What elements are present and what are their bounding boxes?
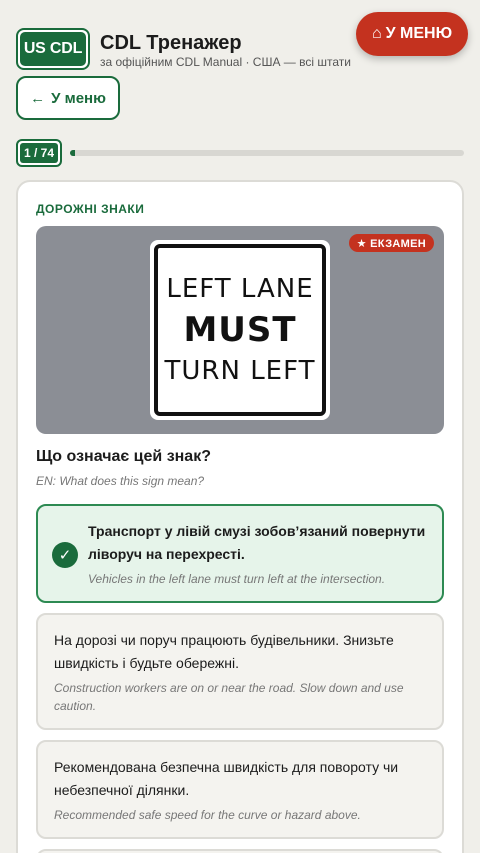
answer-text: Рекомендована безпечна швидкість для повороту чи небезпечної ділянки.: [54, 759, 399, 798]
sign-line-3: TURN LEFT: [164, 356, 316, 386]
back-button-label: У меню: [51, 89, 106, 107]
sign-image-area: [36, 226, 444, 434]
home-icon: ⌂: [371, 25, 382, 42]
progress-bar: [70, 150, 464, 156]
app-title: CDL Тренажер: [100, 32, 242, 54]
question-category: ДОРОЖНІ ЗНАКИ: [36, 202, 145, 216]
exam-badge: ★ ЕКЗАМЕН: [349, 234, 434, 252]
arrow-left-icon: ←: [30, 89, 46, 107]
answer-text-en: Construction workers are on or near the road. Slow down and use caution.: [54, 681, 404, 713]
back-to-menu-button[interactable]: [16, 76, 120, 120]
answer-option[interactable]: [36, 740, 444, 839]
road-sign-face: [154, 244, 326, 416]
sign-line-2: MUST: [183, 310, 297, 350]
progress-counter: [16, 139, 62, 167]
app-logo: [16, 28, 90, 70]
answer-text: На дорозі чи поруч працюють будівельники. Знизьте швидкість і будьте обережні.: [54, 632, 394, 671]
question-text-en: EN: What does this sign mean?: [36, 474, 205, 488]
menu-button-label: У МЕНЮ: [385, 25, 453, 42]
answer-option-correct[interactable]: [36, 504, 444, 603]
check-icon: ✓: [52, 542, 78, 568]
question-text: Що означає цей знак?: [36, 448, 211, 465]
progress-bar-fill: [70, 150, 75, 156]
answer-option[interactable]: [36, 613, 444, 730]
progress-counter-text: 1 / 74: [20, 143, 58, 163]
sign-line-1: LEFT LANE: [166, 274, 314, 304]
answer-text-en: Recommended safe speed for the curve or hazard above.: [54, 808, 361, 822]
app-logo-text: US CDL: [20, 32, 86, 66]
road-sign: [150, 240, 330, 420]
answer-option[interactable]: [36, 849, 444, 853]
answer-text-en: Vehicles in the left lane must turn left at the intersection.: [88, 572, 386, 586]
question-card: [16, 180, 464, 853]
menu-button[interactable]: [356, 12, 468, 56]
app-subtitle: за офіційним CDL Manual · США — всі штати: [100, 55, 351, 69]
progress-section: [16, 139, 464, 167]
answer-text: Транспорт у лівій смузі зобов’язаний повернути ліворуч на перехресті.: [88, 523, 426, 562]
